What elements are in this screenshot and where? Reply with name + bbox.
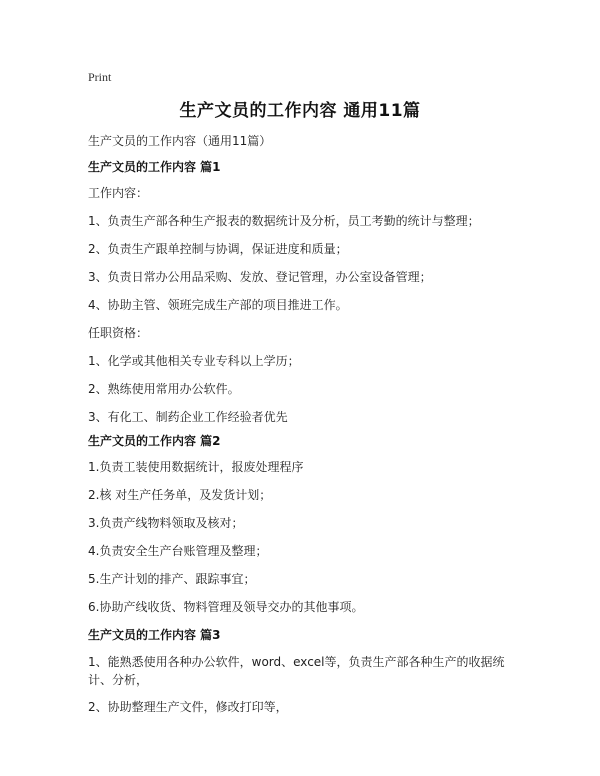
document-body (88, 128, 528, 715)
document-title: 生产文员的工作内容 通用11篇 (179, 101, 421, 121)
paragraph: 任职资格： (88, 326, 149, 340)
paragraph: 2、协助整理生产文件，修改打印等， (88, 700, 288, 714)
section-heading-1: 生产文员的工作内容 篇1 (88, 160, 221, 174)
paragraph: 1、能熟悉使用各种办公软件，word、excel等，负责生产部各种生产的收据统计、分析， (88, 655, 505, 687)
paragraph: 5.生产计划的排产、跟踪事宜； (88, 572, 256, 586)
section-heading-3: 生产文员的工作内容 篇3 (88, 628, 221, 642)
paragraph: 1、化学或其他相关专业专科以上学历； (88, 354, 300, 368)
paragraph: 6.协助产线收货、物料管理及领导交办的其他事项。 (88, 600, 364, 614)
paragraph: 1、负责生产部各种生产报表的数据统计及分析，员工考勤的统计与整理； (88, 214, 480, 228)
paragraph: 2.核 对生产任务单，及发货计划； (88, 488, 272, 502)
paragraph: 2、负责生产跟单控制与协调，保证进度和质量； (88, 242, 348, 256)
paragraph: 4、协助主管、领班完成生产部的项目推进工作。 (88, 298, 348, 312)
paragraph: 3、有化工、制药企业工作经验者优先 (88, 410, 288, 424)
paragraph: 3.负责产线物料领取及核对； (88, 516, 244, 530)
paragraph: 2、熟练使用常用办公软件。 (88, 382, 240, 396)
paragraph: 工作内容： (88, 186, 149, 200)
paragraph: 4.负责安全生产台账管理及整理； (88, 544, 268, 558)
document-subtitle: 生产文员的工作内容（通用11篇） (88, 134, 272, 148)
paragraph: 1.负责工装使用数据统计，报废处理程序 (88, 460, 304, 474)
print-link[interactable]: Print (88, 70, 112, 84)
section-heading-2: 生产文员的工作内容 篇2 (88, 434, 221, 448)
paragraph: 3、负责日常办公用品采购、发放、登记管理，办公室设备管理； (88, 270, 432, 284)
